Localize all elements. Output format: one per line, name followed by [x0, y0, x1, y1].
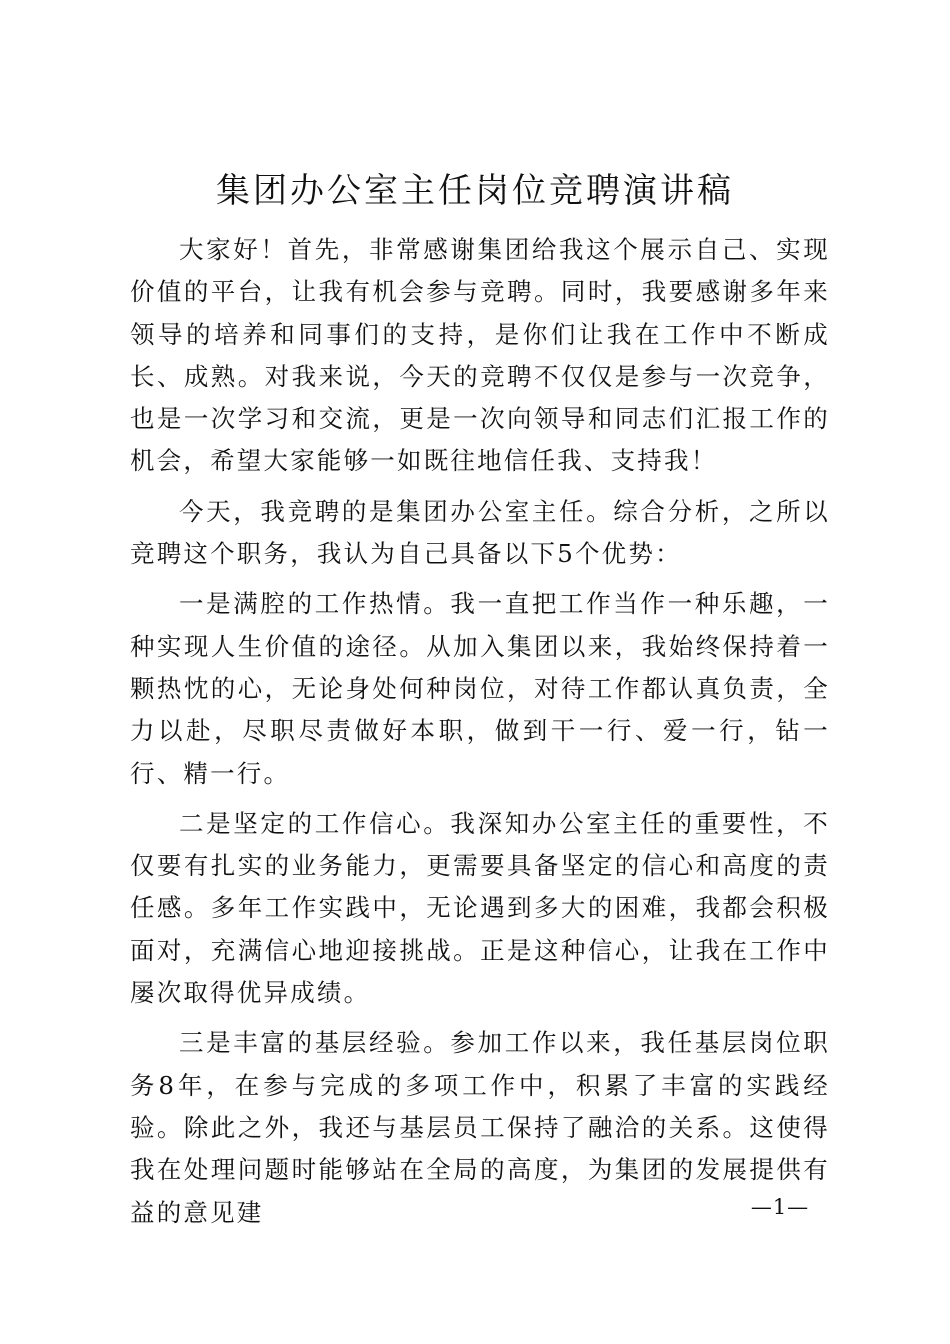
paragraph-greeting: 大家好！首先，非常感谢集团给我这个展示自己、实现价值的平台，让我有机会参与竞聘。同时，我要感谢多年来领导的培养和同事们的支持，是你们让我在工作中不断成长、成熟。对我来说，今天的竞聘不仅仅是参与一次竞争，也是一次学习和交流，更是一次向领导和同志们汇报工作的机会，希望大家能够一如既往地信任我、支持我！: [130, 235, 830, 476]
paragraph-advantage-1: 一是满腔的工作热情。我一直把工作当作一种乐趣，一种实现人生价值的途径。从加入集团以来，我始终保持着一颗热忱的心，无论身处何种岗位，对待工作都认真负责，全力以赴，尽职尽责做好本职，做到干一行、爱一行，钻一行、精一行。: [130, 589, 830, 788]
document-body: [130, 229, 830, 1234]
paragraph-advantage-2: 二是坚定的工作信心。我深知办公室主任的重要性，不仅要有扎实的业务能力，更需要具备坚定的信心和高度的责任感。多年工作实践中，无论遇到多大的困难，我都会积极面对，充满信心地迎接挑战。正是这种信心，让我在工作中屡次取得优异成绩。: [130, 808, 830, 1008]
paragraph-advantage-3: 三是丰富的基层经验。参加工作以来，我任基层岗位职务8年，在参与完成的多项工作中，积累了丰富的实践经验。除此之外，我还与基层员工保持了融洽的关系。这使得我在处理问题时能够站在全局的高度，为集团的发展提供有益的意见建: [130, 1028, 830, 1227]
document-title: 集团办公室主任岗位竞聘演讲稿: [216, 171, 734, 211]
paragraph-position-intro: 今天，我竞聘的是集团办公室主任。综合分析，之所以竞聘这个职务，我认为自己具备以下5个优势：: [130, 496, 830, 569]
page-number: —1—: [750, 1195, 810, 1219]
